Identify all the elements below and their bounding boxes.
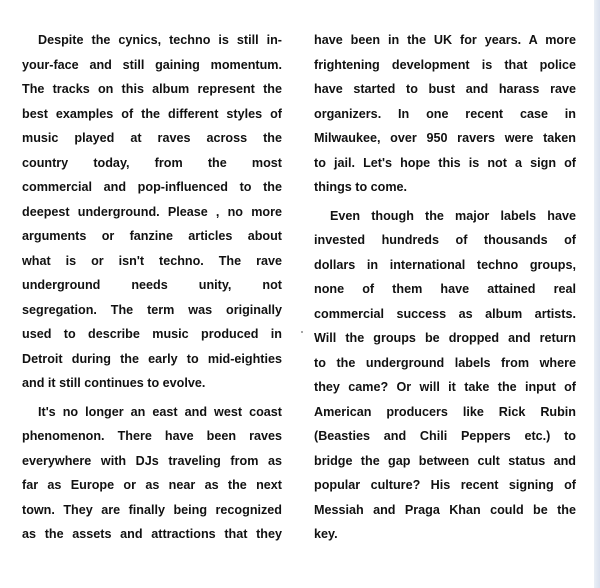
text-line: organizers. In one recent case in bbox=[314, 106, 576, 121]
text-line: used to describe music produced in bbox=[22, 327, 282, 341]
text-line: Milwaukee, over 950 ravers were taken bbox=[314, 131, 576, 145]
text-line: have been in the UK for years. A more bbox=[314, 33, 576, 47]
paragraph bbox=[22, 28, 282, 396]
text-line: they came? Or will it take the input of bbox=[314, 380, 576, 394]
text-line: best examples of the different styles of bbox=[22, 106, 282, 121]
text-line: arguments or fanzine articles about bbox=[22, 229, 282, 243]
text-line: Despite the cynics, techno is still in- bbox=[38, 33, 282, 47]
text-line: have started to bust and harass rave bbox=[314, 82, 576, 96]
text-line: none of them have attained real bbox=[314, 282, 576, 296]
paragraph bbox=[314, 28, 576, 200]
text-line: and it still continues to evolve. bbox=[22, 376, 206, 390]
text-line: invested hundreds of thousands of bbox=[314, 233, 576, 247]
text-line: key. bbox=[314, 527, 338, 541]
text-line: American producers like Rick Rubin bbox=[314, 404, 576, 419]
text-line: Detroit during the early to mid-eighties bbox=[22, 351, 282, 366]
text-line: commercial and pop-influenced to the bbox=[22, 180, 282, 194]
text-line: to the underground labels from where bbox=[314, 355, 576, 370]
text-line: deepest underground. Please , no more bbox=[22, 204, 282, 219]
text-line: underground needs unity, not bbox=[22, 278, 282, 292]
text-line: as the assets and attractions that they bbox=[22, 527, 282, 541]
scan-speck bbox=[301, 331, 303, 333]
text-line: town. They are finally being recognized bbox=[22, 502, 282, 517]
text-line: things to come. bbox=[314, 180, 408, 194]
text-line: what is or isn't techno. The rave bbox=[22, 253, 282, 268]
text-line: Will the groups be dropped and return bbox=[314, 331, 576, 345]
text-line: segregation. The term was originally bbox=[22, 302, 282, 317]
text-line: dollars in international techno groups, bbox=[314, 257, 576, 272]
paragraph bbox=[22, 400, 282, 547]
text-line: (Beasties and Chili Peppers etc.) to bbox=[314, 429, 576, 443]
text-line: The tracks on this album represent the bbox=[22, 82, 282, 96]
text-line: music played at raves across the bbox=[22, 131, 282, 145]
text-line: commercial success as album artists. bbox=[314, 306, 576, 321]
text-line: It's no longer an east and west coast bbox=[38, 404, 282, 419]
text-line: phenomenon. There have been raves bbox=[22, 429, 282, 443]
text-line: popular culture? His recent signing of bbox=[314, 478, 576, 492]
scan-edge bbox=[594, 0, 600, 588]
text-line: country today, from the most bbox=[22, 155, 282, 170]
right-text-column bbox=[314, 28, 576, 547]
text-line: Messiah and Praga Khan could be the bbox=[314, 502, 576, 517]
text-line: bridge the gap between cult status and bbox=[314, 453, 576, 468]
text-line: Even though the major labels have bbox=[330, 208, 576, 223]
text-line: everywhere with DJs traveling from as bbox=[22, 453, 282, 468]
text-line: to jail. Let's hope this is not a sign of bbox=[314, 155, 576, 170]
text-line: far as Europe or as near as the next bbox=[22, 478, 282, 492]
text-line: frightening development is that police bbox=[314, 57, 576, 72]
paragraph bbox=[314, 204, 576, 547]
text-line: your-face and still gaining momentum. bbox=[22, 57, 282, 72]
left-text-column bbox=[22, 28, 282, 547]
